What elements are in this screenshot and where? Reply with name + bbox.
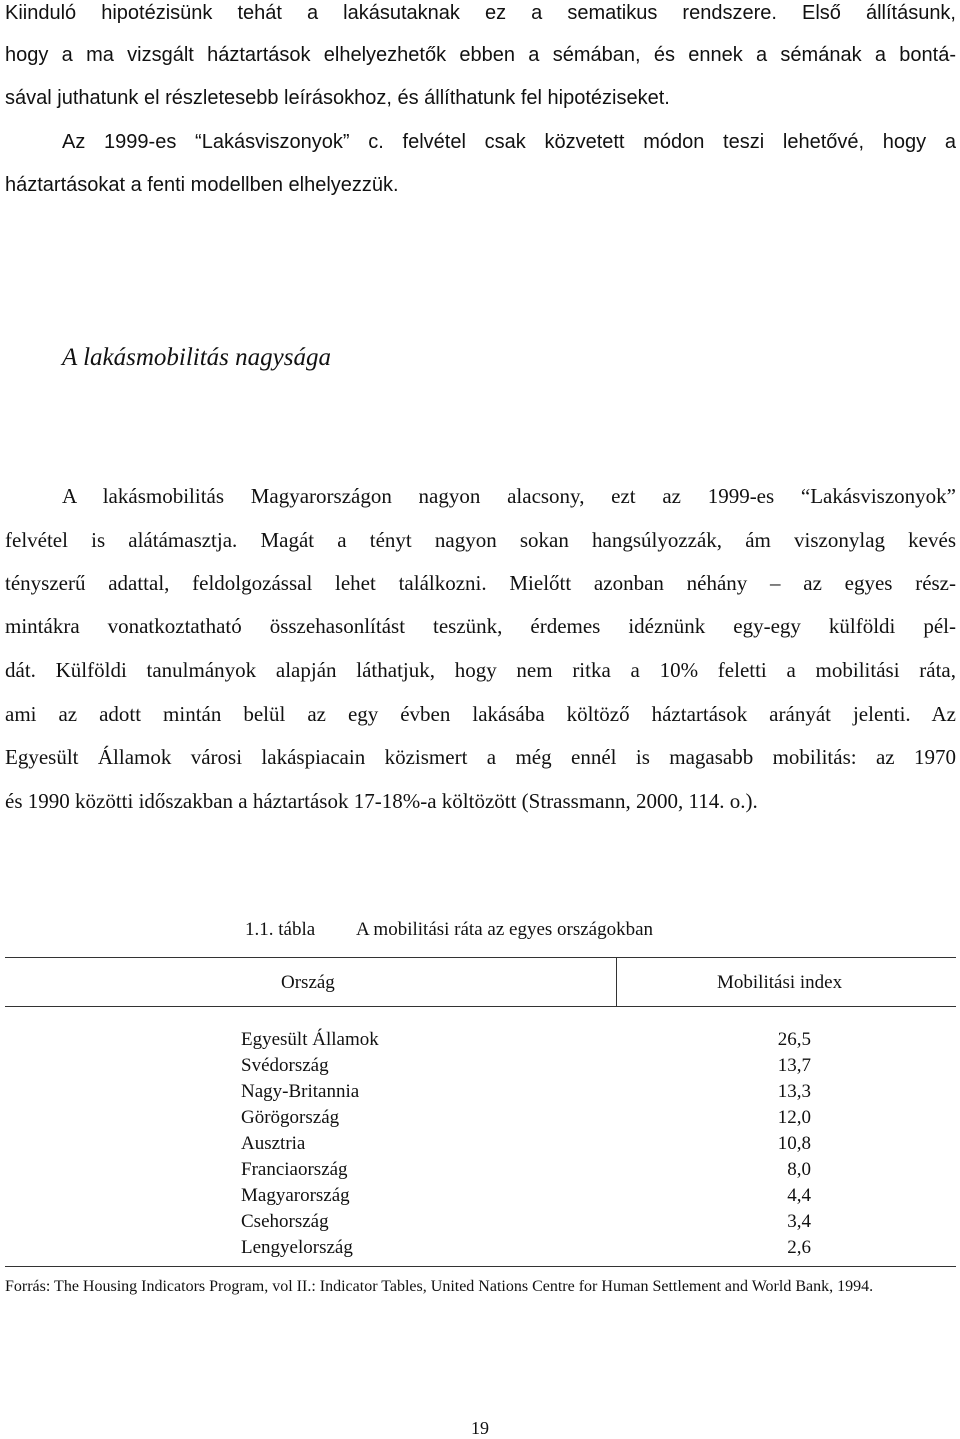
section-line-2: felvétel is alátámasztja. Magát a tényt nagyon sokan hangsúlyozzák, ám viszonylag kevés (5, 528, 956, 552)
table-row-country: Magyarország (241, 1185, 350, 1206)
table-row-country: Csehország (241, 1211, 329, 1232)
table-header-country: Ország (281, 972, 335, 993)
table-row-value: 10,8 (777, 1133, 811, 1154)
intro-line-1: Kiinduló hipotézisünk tehát a lakásutaknak ez a sematikus rendszere. Első állításunk, (5, 2, 956, 24)
table-bottom-rule (5, 1266, 956, 1267)
table-row-value: 26,5 (777, 1029, 811, 1050)
section-line-3: tényszerű adattal, feldolgozással lehet találkozni. Mielőtt azonban néhány – az egyes rész- (5, 571, 956, 595)
table-row-value: 3,4 (787, 1211, 811, 1232)
table-column-divider (616, 958, 617, 1006)
section-line-1: A lakásmobilitás Magyarországon nagyon alacsony, ezt az 1999-es “Lakásviszonyok” (62, 484, 956, 508)
section-line-8: és 1990 közötti időszakban a háztartások 17-18%-a költözött (Strassmann, 2000, 114. o.). (5, 789, 758, 813)
section-line-6: ami az adott mintán belül az egy évben lakásába költöző háztartások arányát jelenti. Az (5, 702, 956, 726)
table-source-note: Forrás: The Housing Indicators Program, vol II.: Indicator Tables, United Nations Centre for Human Settlement and World Bank, 1994. (5, 1278, 874, 1295)
intro-line-2: hogy a ma vizsgált háztartások elhelyezhetők ebben a sémában, és ennek a sémának a bontá- (5, 44, 956, 66)
table-row-value: 12,0 (777, 1107, 811, 1128)
table-row-value: 8,0 (787, 1159, 811, 1180)
section-line-7: Egyesült Államok városi lakáspiacain közismert a még ennél is magasabb mobilitás: az 1970 (5, 745, 956, 769)
table-row-country: Nagy-Britannia (241, 1081, 360, 1102)
table-row-country: Egyesült Államok (241, 1029, 379, 1050)
table-row-value: 13,3 (777, 1081, 811, 1102)
intro-line-3: sával juthatunk el részletesebb leírásokhoz, és állíthatunk fel hipotéziseket. (5, 87, 670, 109)
table-row-country: Görögország (241, 1107, 340, 1128)
table-header-index: Mobilitási index (717, 972, 843, 993)
section-line-5: dát. Külföldi tanulmányok alapján láthatjuk, hogy nem ritka a 10% feletti a mobilitási ráta, (5, 658, 956, 682)
table-header-rule (5, 1006, 956, 1007)
table-top-rule (5, 957, 956, 958)
table-row-value: 2,6 (787, 1237, 811, 1258)
page-number: 19 (471, 1418, 489, 1438)
table-row-country: Svédország (241, 1055, 329, 1076)
section-line-4: mintákra vonatkoztatható összehasonlítást teszünk, érdemes idéznünk egy-egy külföldi pél- (5, 614, 956, 638)
table-title: A mobilitási ráta az egyes országokban (356, 919, 654, 940)
table-row-value: 4,4 (787, 1185, 811, 1206)
intro-line-5: háztartásokat a fenti modellben elhelyezzük. (5, 174, 399, 196)
table-row-country: Lengyelország (241, 1237, 353, 1258)
intro-line-4: Az 1999-es “Lakásviszonyok” c. felvétel csak közvetett módon teszi lehetővé, hogy a (62, 131, 956, 153)
table-row-value: 13,7 (777, 1055, 811, 1076)
table-row-country: Ausztria (241, 1133, 306, 1154)
table-number: 1.1. tábla (245, 919, 316, 940)
table-row-country: Franciaország (241, 1159, 348, 1180)
section-heading: A lakásmobilitás nagysága (62, 344, 331, 371)
